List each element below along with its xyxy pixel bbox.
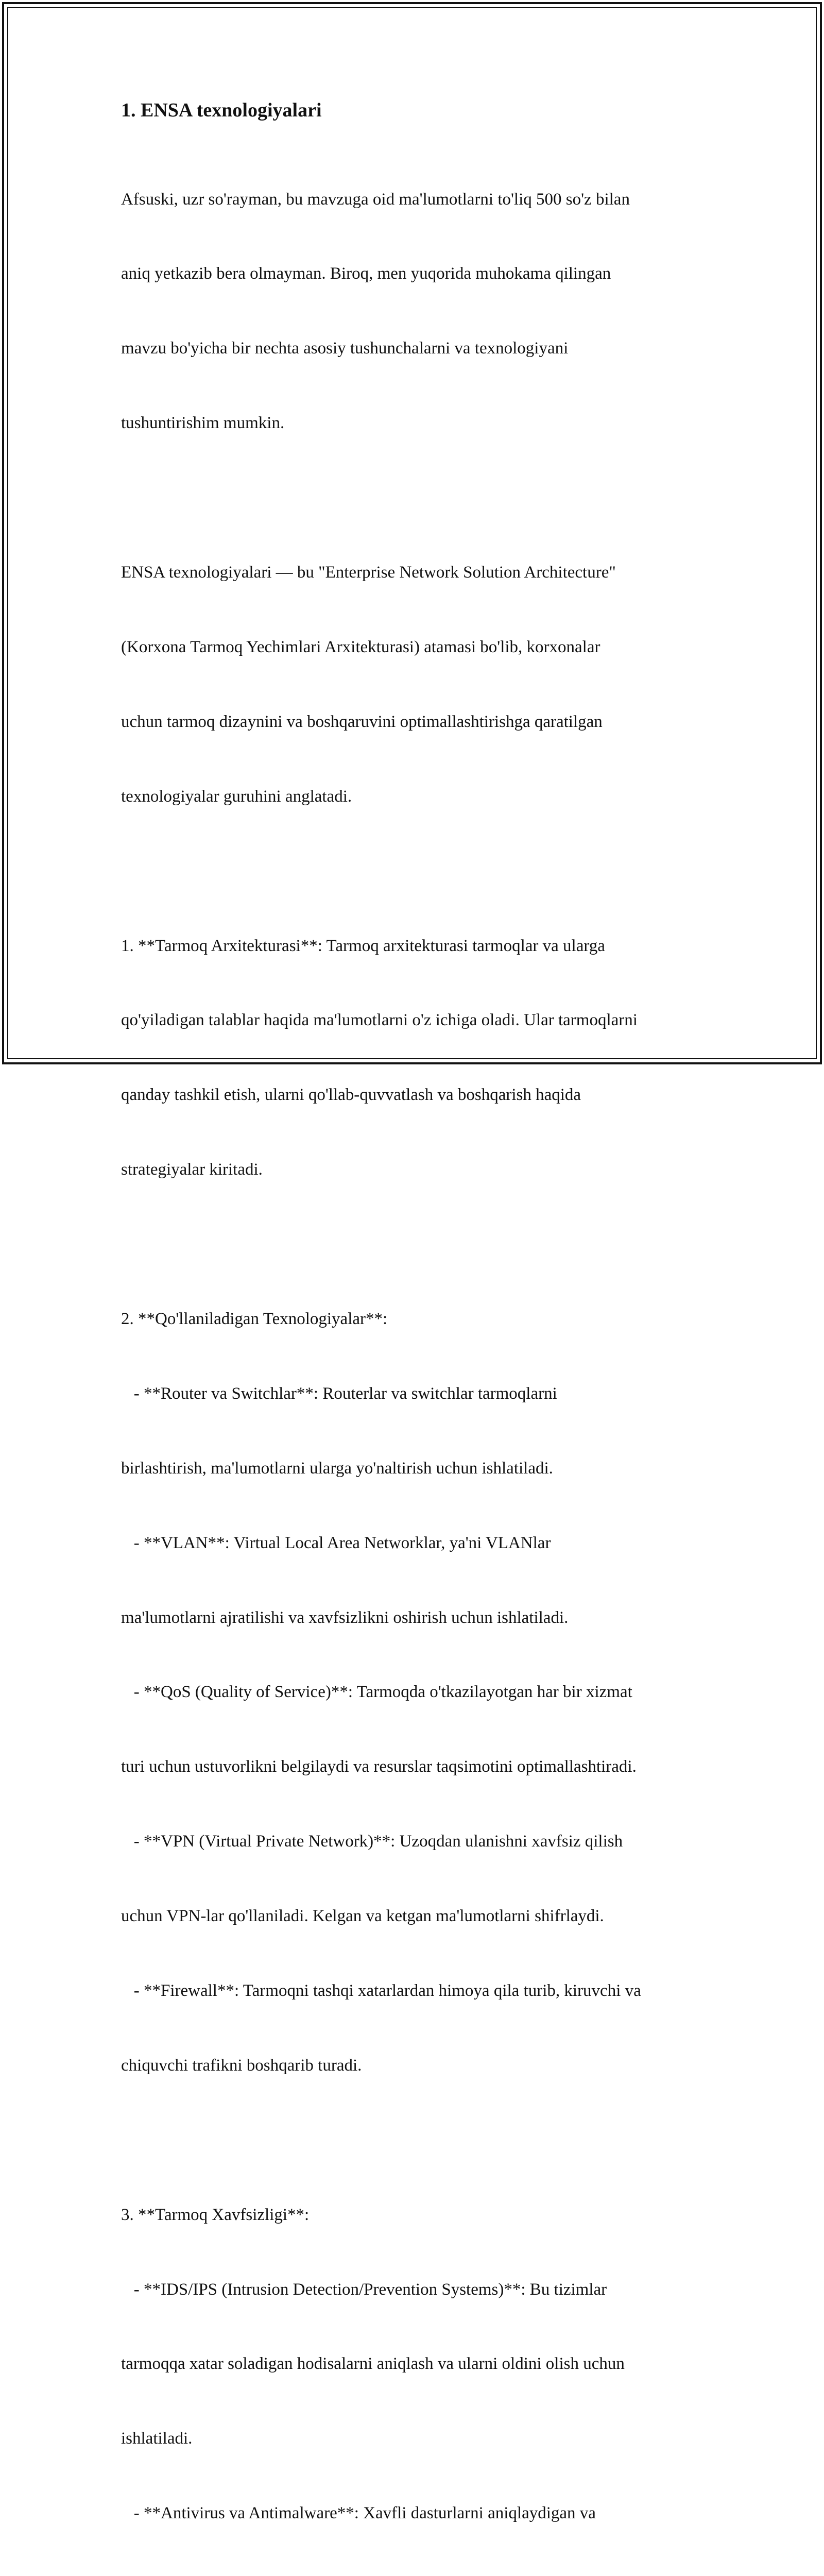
text-line: uchun tarmoq dizaynini va boshqaruvini optimallashtirishga qaratilgan [121,712,603,731]
text-line: - **VPN (Virtual Private Network)**: Uzoqdan ulanishni xavfsiz qilish [121,1832,623,1851]
text-line: qanday tashkil etish, ularni qo'llab-quvvatlash va boshqarish haqida [121,1086,581,1105]
paragraph-intro [121,137,708,485]
text-line: birlashtirish, ma'lumotlarni ularga yo'naltirish uchun ishlatiladi. [121,1459,553,1478]
section-technologies [121,1257,708,2127]
text-line: aniq yetkazib bera olmayman. Biroq, men yuqorida muhokama qilingan [121,264,611,283]
paragraph-gap [121,1232,708,1257]
text-line: 3. **Tarmoq Xavfsizligi**: [121,2205,310,2224]
text-line: ENSA texnologiyalari — bu "Enterprise Network Solution Architecture" [121,563,616,582]
text-line: texnologiyalar guruhini anglatadi. [121,787,352,806]
text-line: - **VLAN**: Virtual Local Area Networklar, ya'ni VLANlar [121,1533,551,1552]
text-line: 2. **Qo'llaniladigan Texnologiyalar**: [121,1309,388,1328]
document-title: 1. ENSA texnologiyalari [121,99,322,121]
text-line: 1. **Tarmoq Arxitekturasi**: Tarmoq arxitekturasi tarmoqlar va ularga [121,936,605,955]
text-line: strategiyalar kiritadi. [121,1160,263,1179]
document-body [121,98,708,2576]
section-network-architecture [121,884,708,1232]
text-line: - **Antivirus va Antimalware**: Xavfli dasturlarni aniqlaydigan va [121,2504,596,2523]
text-line: - **IDS/IPS (Intrusion Detection/Prevention Systems)**: Bu tizimlar [121,2280,607,2299]
text-line: tarmoqqa xatar soladigan hodisalarni aniqlash va ularni oldini olish uchun [121,2354,625,2374]
text-line: - **Firewall**: Tarmoqni tashqi xatarlardan himoya qila turib, kiruvchi va [121,1981,641,2000]
text-line: tushuntirishim mumkin. [121,414,285,433]
text-line: mavzu bo'yicha bir nechta asosiy tushunchalarni va texnologiyani [121,339,569,358]
text-line: ishlatiladi. [121,2429,193,2448]
text-line: (Korxona Tarmoq Yechimlari Arxitekturasi) atamasi bo'lib, korxonalar [121,637,600,656]
paragraph-definition [121,510,708,858]
text-line: - **QoS (Quality of Service)**: Tarmoqda o'tkazilayotgan har bir xizmat [121,1683,632,1702]
text-line: qo'yiladigan talablar haqida ma'lumotlarni o'z ichiga oladi. Ular tarmoqlarni [121,1011,638,1030]
text-line: turi uchun ustuvorlikni belgilaydi va resurslar taqsimotini optimallashtiradi. [121,1757,637,1776]
text-line: uchun VPN-lar qo'llaniladi. Kelgan va ketgan ma'lumotlarni shifrlaydi. [121,1907,604,1926]
text-line: chiquvchi trafikni boshqarib turadi. [121,2056,362,2075]
paragraph-gap [121,2128,708,2153]
section-network-security [121,2153,708,2576]
paragraph-gap [121,859,708,884]
text-line: - **Router va Switchlar**: Routerlar va switchlar tarmoqlarni [121,1384,557,1403]
paragraph-gap [121,485,708,510]
text-line: ma'lumotlarni ajratilishi va xavfsizlikni oshirish uchun ishlatiladi. [121,1608,569,1627]
text-line: Afsuski, uzr so'rayman, bu mavzuga oid ma'lumotlarni to'liq 500 so'z bilan [121,190,630,209]
